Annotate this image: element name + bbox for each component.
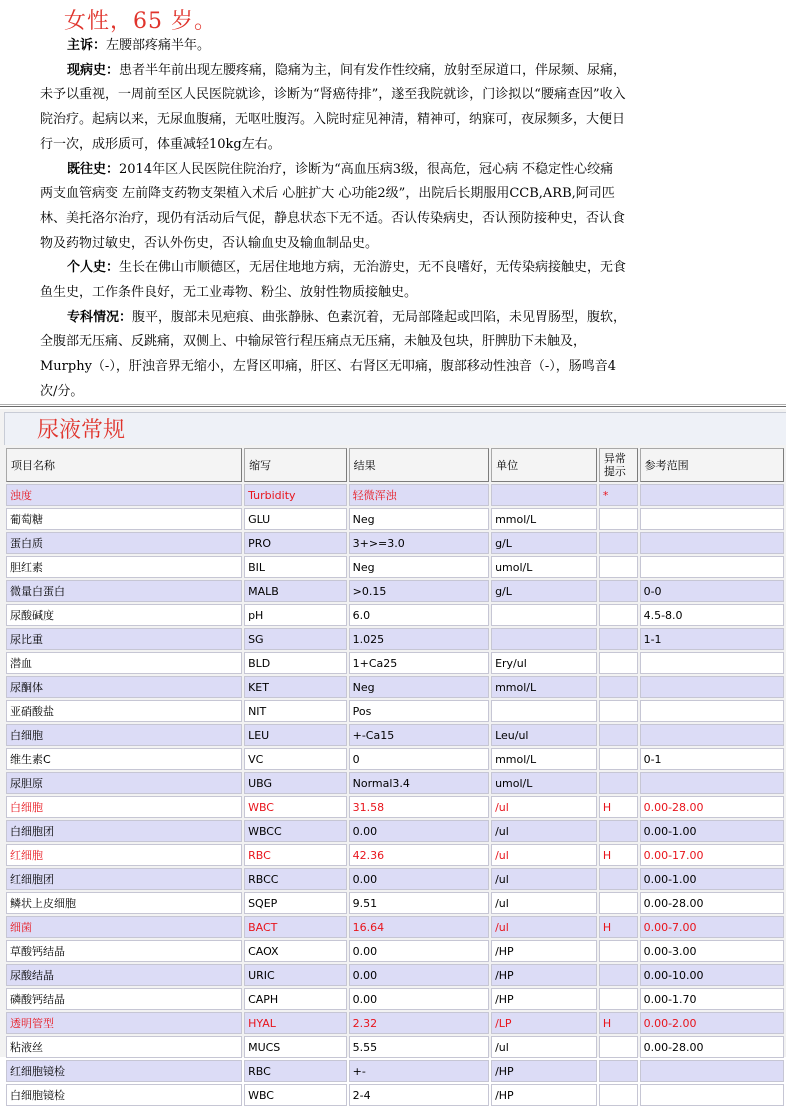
cell-result: 0.00 bbox=[349, 820, 489, 842]
cell-reference bbox=[640, 1084, 784, 1106]
cell-abbr: CAPH bbox=[244, 988, 347, 1010]
table-row[interactable] bbox=[6, 868, 784, 890]
table-row[interactable] bbox=[6, 1060, 784, 1082]
cell-unit bbox=[491, 700, 597, 722]
cell-unit bbox=[491, 628, 597, 650]
cell-abbr: BACT bbox=[244, 916, 347, 938]
cell-flag bbox=[599, 628, 638, 650]
cell-abbr: WBCC bbox=[244, 820, 347, 842]
cell-item-name: 潜血 bbox=[6, 652, 242, 674]
cell-reference: 0.00-28.00 bbox=[640, 796, 784, 818]
cell-item-name: 透明管型 bbox=[6, 1012, 242, 1034]
case-narrative bbox=[40, 34, 630, 405]
table-row[interactable] bbox=[6, 940, 784, 962]
cell-abbr: PRO bbox=[244, 532, 347, 554]
cell-abbr: Turbidity bbox=[244, 484, 347, 506]
specialty-exam-text: 腹平，腹部未见疤痕、曲张静脉、色素沉着，无局部隆起或凹陷，未见胃肠型，腹软，全腹部无压痛、反跳痛，双侧上、中输尿管行程压痛点无压痛，未触及包块，肝脾肋下未触及，Murphy（-），肝浊音界无缩小，左肾区叩痛，肝区、右肾区无叩痛，腹部移动性浊音（-），肠鸣音4次/分。 bbox=[40, 309, 627, 399]
cell-abbr: WBC bbox=[244, 1084, 347, 1106]
cell-result: +-Ca15 bbox=[349, 724, 489, 746]
personal-history-text: 生长在佛山市顺德区，无居住地地方病，无治游史，无不良嗜好，无传染病接触史，无食鱼生史，工作条件良好，无工业毒物、粉尘、放射性物质接触史。 bbox=[40, 260, 627, 301]
cell-reference: 0-0 bbox=[640, 580, 784, 602]
column-header-flag[interactable] bbox=[599, 448, 638, 482]
cell-unit: Ery/ul bbox=[491, 652, 597, 674]
chief-complaint-paragraph bbox=[40, 34, 630, 59]
cell-result: 3+>=3.0 bbox=[349, 532, 489, 554]
cell-reference bbox=[640, 508, 784, 530]
cell-reference bbox=[640, 532, 784, 554]
cell-reference: 0.00-10.00 bbox=[640, 964, 784, 986]
cell-flag bbox=[599, 820, 638, 842]
chief-complaint-text: 左腰部疼痛半年。 bbox=[106, 38, 211, 53]
cell-abbr: GLU bbox=[244, 508, 347, 530]
cell-item-name: 尿酮体 bbox=[6, 676, 242, 698]
cell-unit: /ul bbox=[491, 796, 597, 818]
cell-item-name: 尿比重 bbox=[6, 628, 242, 650]
cell-result: 0.00 bbox=[349, 988, 489, 1010]
cell-flag bbox=[599, 748, 638, 770]
table-row[interactable] bbox=[6, 1012, 784, 1034]
table-row[interactable] bbox=[6, 484, 784, 506]
cell-unit: /ul bbox=[491, 820, 597, 842]
cell-unit: mmol/L bbox=[491, 676, 597, 698]
cell-unit: /ul bbox=[491, 844, 597, 866]
chief-complaint-label: 主诉： bbox=[67, 38, 107, 53]
cell-reference: 0.00-1.00 bbox=[640, 820, 784, 842]
table-row[interactable] bbox=[6, 580, 784, 602]
cell-item-name: 浊度 bbox=[6, 484, 242, 506]
cell-reference: 0.00-1.70 bbox=[640, 988, 784, 1010]
cell-item-name: 粘液丝 bbox=[6, 1036, 242, 1058]
cell-item-name: 白细胞团 bbox=[6, 820, 242, 842]
cell-result: 0.00 bbox=[349, 964, 489, 986]
cell-abbr: RBCC bbox=[244, 868, 347, 890]
cell-item-name: 草酸钙结晶 bbox=[6, 940, 242, 962]
cell-flag bbox=[599, 604, 638, 626]
cell-abbr: VC bbox=[244, 748, 347, 770]
cell-unit: Leu/ul bbox=[491, 724, 597, 746]
cell-item-name: 葡萄糖 bbox=[6, 508, 242, 530]
cell-unit bbox=[491, 604, 597, 626]
past-history-paragraph bbox=[40, 158, 630, 257]
cell-reference: 4.5-8.0 bbox=[640, 604, 784, 626]
table-row[interactable] bbox=[6, 964, 784, 986]
cell-result: Neg bbox=[349, 676, 489, 698]
table-row[interactable] bbox=[6, 796, 784, 818]
cell-flag bbox=[599, 1036, 638, 1058]
cell-item-name: 蛋白质 bbox=[6, 532, 242, 554]
cell-item-name: 白细胞镜检 bbox=[6, 1084, 242, 1106]
table-row[interactable] bbox=[6, 628, 784, 650]
cell-flag: H bbox=[599, 1012, 638, 1034]
cell-flag bbox=[599, 1084, 638, 1106]
table-body bbox=[6, 484, 784, 1106]
cell-flag bbox=[599, 580, 638, 602]
table-row[interactable] bbox=[6, 844, 784, 866]
cell-abbr: MALB bbox=[244, 580, 347, 602]
cell-result: 0 bbox=[349, 748, 489, 770]
table-row[interactable] bbox=[6, 652, 784, 674]
column-header-reference[interactable]: 参考范围 bbox=[640, 448, 784, 482]
table-row[interactable] bbox=[6, 772, 784, 794]
cell-reference bbox=[640, 700, 784, 722]
cell-abbr: WBC bbox=[244, 796, 347, 818]
cell-abbr: URIC bbox=[244, 964, 347, 986]
cell-reference bbox=[640, 556, 784, 578]
cell-flag bbox=[599, 508, 638, 530]
cell-result: 31.58 bbox=[349, 796, 489, 818]
cell-reference: 0.00-3.00 bbox=[640, 940, 784, 962]
table-row[interactable] bbox=[6, 748, 784, 770]
table-row[interactable] bbox=[6, 820, 784, 842]
cell-item-name: 尿胆原 bbox=[6, 772, 242, 794]
column-header-flag-line1: 异常 bbox=[603, 452, 626, 465]
cell-flag bbox=[599, 1060, 638, 1082]
cell-reference: 1-1 bbox=[640, 628, 784, 650]
cell-flag bbox=[599, 964, 638, 986]
cell-item-name: 鳞状上皮细胞 bbox=[6, 892, 242, 914]
cell-reference: 0.00-28.00 bbox=[640, 892, 784, 914]
cell-reference bbox=[640, 676, 784, 698]
case-heading: 女性，65 岁。 bbox=[64, 9, 217, 34]
cell-abbr: BIL bbox=[244, 556, 347, 578]
cell-flag bbox=[599, 772, 638, 794]
cell-result: 9.51 bbox=[349, 892, 489, 914]
cell-item-name: 胆红素 bbox=[6, 556, 242, 578]
cell-result: 6.0 bbox=[349, 604, 489, 626]
cell-flag bbox=[599, 892, 638, 914]
cell-reference: 0.00-7.00 bbox=[640, 916, 784, 938]
past-history-text: 2014年区人民医院住院治疗，诊断为“高血压病3级，很高危，冠心病 不稳定性心绞痛 两支血管病变 左前降支药物支架植入术后 心脏扩大 心功能2级”，出院后长期服用CCB,ARB,阿司匹林、美托洛尔治疗，现仍有活动后气促，静息状态下无不适。否认传染病史，否认预防接种史，否认食物及药物过敏史，否认外伤史，否认输血史及输血制品史。 bbox=[40, 161, 626, 251]
cell-abbr: MUCS bbox=[244, 1036, 347, 1058]
present-illness-paragraph bbox=[40, 59, 630, 158]
cell-item-name: 磷酸钙结晶 bbox=[6, 988, 242, 1010]
column-header-item-name[interactable]: 项目名称 bbox=[6, 448, 242, 482]
table-row[interactable] bbox=[6, 988, 784, 1010]
cell-abbr: NIT bbox=[244, 700, 347, 722]
cell-flag bbox=[599, 676, 638, 698]
cell-result: Neg bbox=[349, 556, 489, 578]
cell-item-name: 红细胞 bbox=[6, 844, 242, 866]
cell-unit: /ul bbox=[491, 868, 597, 890]
cell-result: >0.15 bbox=[349, 580, 489, 602]
cell-abbr: UBG bbox=[244, 772, 347, 794]
past-history-label: 既往史： bbox=[67, 161, 120, 177]
column-header-result[interactable]: 结果 bbox=[349, 448, 489, 482]
cell-flag: H bbox=[599, 844, 638, 866]
cell-abbr: RBC bbox=[244, 844, 347, 866]
cell-result: Pos bbox=[349, 700, 489, 722]
cell-unit: /ul bbox=[491, 892, 597, 914]
cell-item-name: 尿酸结晶 bbox=[6, 964, 242, 986]
cell-unit: /HP bbox=[491, 1084, 597, 1106]
cell-unit: mmol/L bbox=[491, 508, 597, 530]
cell-unit: mmol/L bbox=[491, 748, 597, 770]
urinalysis-table bbox=[4, 446, 786, 1108]
cell-abbr: LEU bbox=[244, 724, 347, 746]
cell-reference bbox=[640, 484, 784, 506]
table-header-row bbox=[6, 448, 784, 482]
lab-report-title: 尿液常规 bbox=[37, 418, 126, 443]
cell-unit: /ul bbox=[491, 916, 597, 938]
cell-abbr: SQEP bbox=[244, 892, 347, 914]
column-header-flag-line2: 提示 bbox=[603, 465, 626, 478]
cell-unit: /HP bbox=[491, 1060, 597, 1082]
cell-unit: umol/L bbox=[491, 772, 597, 794]
separator-light bbox=[0, 404, 786, 405]
cell-unit: g/L bbox=[491, 532, 597, 554]
cell-abbr: HYAL bbox=[244, 1012, 347, 1034]
cell-unit: /HP bbox=[491, 964, 597, 986]
separator-dark bbox=[0, 406, 786, 407]
cell-item-name: 细菌 bbox=[6, 916, 242, 938]
cell-result: 42.36 bbox=[349, 844, 489, 866]
cell-flag bbox=[599, 652, 638, 674]
cell-flag bbox=[599, 868, 638, 890]
cell-reference: 0.00-17.00 bbox=[640, 844, 784, 866]
cell-flag: H bbox=[599, 916, 638, 938]
table-row[interactable] bbox=[6, 892, 784, 914]
cell-reference bbox=[640, 652, 784, 674]
cell-flag bbox=[599, 532, 638, 554]
cell-reference: 0.00-28.00 bbox=[640, 1036, 784, 1058]
cell-item-name: 维生素C bbox=[6, 748, 242, 770]
cell-unit: /HP bbox=[491, 940, 597, 962]
cell-item-name: 白细胞 bbox=[6, 724, 242, 746]
cell-abbr: CAOX bbox=[244, 940, 347, 962]
cell-item-name: 微量白蛋白 bbox=[6, 580, 242, 602]
cell-reference: 0.00-1.00 bbox=[640, 868, 784, 890]
cell-reference bbox=[640, 724, 784, 746]
cell-reference bbox=[640, 1060, 784, 1082]
cell-result: Neg bbox=[349, 508, 489, 530]
cell-flag bbox=[599, 556, 638, 578]
cell-item-name: 尿酸碱度 bbox=[6, 604, 242, 626]
cell-result: Normal3.4 bbox=[349, 772, 489, 794]
cell-unit bbox=[491, 484, 597, 506]
cell-result: 2.32 bbox=[349, 1012, 489, 1034]
cell-result: 0.00 bbox=[349, 940, 489, 962]
personal-history-label: 个人史： bbox=[67, 260, 120, 276]
cell-flag: H bbox=[599, 796, 638, 818]
specialty-exam-paragraph bbox=[40, 306, 630, 405]
cell-abbr: BLD bbox=[244, 652, 347, 674]
cell-reference: 0-1 bbox=[640, 748, 784, 770]
cell-reference: 0.00-2.00 bbox=[640, 1012, 784, 1034]
specialty-exam-label: 专科情况： bbox=[67, 309, 133, 325]
cell-abbr: pH bbox=[244, 604, 347, 626]
table-row[interactable] bbox=[6, 532, 784, 554]
cell-item-name: 亚硝酸盐 bbox=[6, 700, 242, 722]
cell-result: 2-4 bbox=[349, 1084, 489, 1106]
cell-abbr: RBC bbox=[244, 1060, 347, 1082]
present-illness-text: 患者半年前出现左腰疼痛，隐痛为主，间有发作性绞痛，放射至尿道口，伴尿频、尿痛，未予以重视，一周前至区人民医院就诊，诊断为“肾癌待排”，遂至我院就诊，门诊拟以“腰痛查因”收入院治疗。起病以来，无尿血腹痛，无呕吐腹泻。入院时症见神清，精神可，纳寐可，夜尿频多，大便日行一次，成形质可，体重减轻10kg左右。 bbox=[40, 62, 627, 152]
table-row[interactable] bbox=[6, 508, 784, 530]
table-row[interactable] bbox=[6, 724, 784, 746]
cell-reference bbox=[640, 772, 784, 794]
cell-flag bbox=[599, 988, 638, 1010]
cell-result: 5.55 bbox=[349, 1036, 489, 1058]
cell-unit: /HP bbox=[491, 988, 597, 1010]
cell-result: 16.64 bbox=[349, 916, 489, 938]
lab-report-title-bar bbox=[4, 412, 786, 445]
cell-unit: /LP bbox=[491, 1012, 597, 1034]
cell-abbr: SG bbox=[244, 628, 347, 650]
cell-result: 轻微浑浊 bbox=[349, 484, 489, 506]
column-header-abbr[interactable]: 缩写 bbox=[244, 448, 347, 482]
table-row[interactable] bbox=[6, 1084, 784, 1106]
cell-result: 1.025 bbox=[349, 628, 489, 650]
cell-flag bbox=[599, 940, 638, 962]
cell-flag: * bbox=[599, 484, 638, 506]
cell-result: 0.00 bbox=[349, 868, 489, 890]
personal-history-paragraph bbox=[40, 256, 630, 305]
cell-result: 1+Ca25 bbox=[349, 652, 489, 674]
table-row[interactable] bbox=[6, 556, 784, 578]
cell-item-name: 红细胞团 bbox=[6, 868, 242, 890]
table-row[interactable] bbox=[6, 604, 784, 626]
table-row[interactable] bbox=[6, 676, 784, 698]
cell-item-name: 白细胞 bbox=[6, 796, 242, 818]
table-row[interactable] bbox=[6, 1036, 784, 1058]
table-row[interactable] bbox=[6, 700, 784, 722]
table-row[interactable] bbox=[6, 916, 784, 938]
cell-flag bbox=[599, 700, 638, 722]
column-header-unit[interactable]: 单位 bbox=[491, 448, 597, 482]
cell-flag bbox=[599, 724, 638, 746]
cell-result: +- bbox=[349, 1060, 489, 1082]
present-illness-label: 现病史： bbox=[67, 62, 120, 78]
cell-unit: /ul bbox=[491, 1036, 597, 1058]
cell-abbr: KET bbox=[244, 676, 347, 698]
cell-unit: g/L bbox=[491, 580, 597, 602]
cell-item-name: 红细胞镜检 bbox=[6, 1060, 242, 1082]
cell-unit: umol/L bbox=[491, 556, 597, 578]
